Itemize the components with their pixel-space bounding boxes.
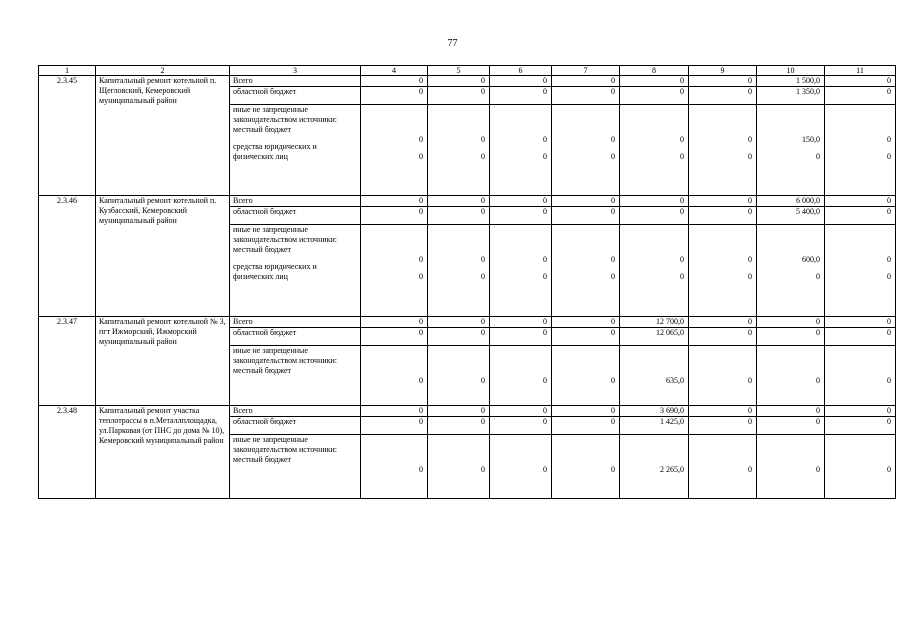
column-number: 5 (428, 66, 490, 76)
column-number: 10 (757, 66, 825, 76)
row-name: Капитальный ремонт котельной № 3, пгт Ижморский, Ижморский муниципальный район (96, 317, 230, 406)
value-cell (361, 105, 428, 196)
value-cell: 0 (689, 417, 757, 435)
row-name: Капитальный ремонт котельной п. Кузбасский, Кемеровский муниципальный район (96, 196, 230, 317)
table-row (39, 196, 896, 207)
value-cell: 0 (428, 328, 490, 346)
legal-entities-value: 0 (543, 272, 547, 281)
row-code: 2.3.48 (39, 406, 96, 499)
value-cell: 0 (552, 207, 620, 225)
source-label-group (230, 346, 361, 406)
value-cell (552, 225, 620, 317)
value-cell: 0 (825, 207, 896, 225)
value-cell: 0 (552, 76, 620, 87)
value-cell: 0 (825, 317, 896, 328)
row-code: 2.3.47 (39, 317, 96, 406)
value-cell: 0 (361, 328, 428, 346)
value-cell (428, 435, 490, 499)
local-budget-value: 0 (419, 465, 423, 474)
legal-entities-label: средства юридических и физических лиц (233, 142, 317, 161)
local-budget-value: 0 (748, 255, 752, 264)
value-cell (490, 105, 552, 196)
source-label-group (230, 435, 361, 499)
value-cell: 0 (620, 76, 689, 87)
value-cell (552, 346, 620, 406)
value-cell (825, 105, 896, 196)
local-budget-value: 0 (680, 255, 684, 264)
local-budget-value: 150,0 (802, 135, 820, 144)
value-cell: 1 350,0 (757, 87, 825, 105)
local-budget-value: 0 (481, 135, 485, 144)
budget-table (38, 65, 896, 499)
row-name: Капитальный ремонт котельной п. Щегловский, Кемеровский муниципальный район (96, 76, 230, 196)
value-cell (490, 225, 552, 317)
value-cell (361, 225, 428, 317)
local-budget-value: 0 (611, 135, 615, 144)
value-cell: 0 (757, 328, 825, 346)
value-cell: 0 (361, 417, 428, 435)
column-number: 3 (230, 66, 361, 76)
value-cell: 0 (490, 207, 552, 225)
value-cell (757, 346, 825, 406)
local-budget-value: 0 (419, 135, 423, 144)
legal-entities-value: 0 (680, 152, 684, 161)
value-cell: 1 500,0 (757, 76, 825, 87)
value-cell: 1 425,0 (620, 417, 689, 435)
value-cell: 0 (825, 417, 896, 435)
legal-entities-value: 0 (748, 272, 752, 281)
value-cell (490, 346, 552, 406)
other-sources-label: иные не запрещенные законодательством источники: (233, 225, 338, 244)
value-cell (490, 435, 552, 499)
value-cell: 0 (757, 406, 825, 417)
table-row (39, 76, 896, 87)
source-label-group (230, 225, 361, 317)
value-cell (757, 105, 825, 196)
value-cell: 0 (620, 87, 689, 105)
local-budget-value: 0 (816, 376, 820, 385)
value-cell: 0 (428, 207, 490, 225)
value-cell (620, 435, 689, 499)
value-cell: 0 (825, 406, 896, 417)
value-cell: 0 (490, 417, 552, 435)
legal-entities-value: 0 (887, 152, 891, 161)
column-number: 8 (620, 66, 689, 76)
value-cell: 0 (428, 317, 490, 328)
value-cell: 0 (552, 417, 620, 435)
local-budget-value: 0 (887, 376, 891, 385)
value-cell: 0 (757, 317, 825, 328)
local-budget-value: 0 (543, 255, 547, 264)
local-budget-label: местный бюджет (233, 125, 291, 134)
local-budget-value: 0 (543, 376, 547, 385)
value-cell (689, 105, 757, 196)
value-cell (620, 105, 689, 196)
row-code: 2.3.46 (39, 196, 96, 317)
source-label: Всего (230, 317, 361, 328)
value-cell (428, 346, 490, 406)
legal-entities-value: 0 (816, 152, 820, 161)
source-label: Всего (230, 196, 361, 207)
value-cell: 0 (428, 87, 490, 105)
value-cell: 0 (552, 87, 620, 105)
value-cell (757, 435, 825, 499)
legal-entities-value: 0 (680, 272, 684, 281)
value-cell (757, 225, 825, 317)
value-cell: 0 (552, 317, 620, 328)
value-cell (825, 435, 896, 499)
value-cell (689, 225, 757, 317)
local-budget-value: 0 (816, 465, 820, 474)
value-cell: 0 (825, 76, 896, 87)
value-cell: 0 (620, 196, 689, 207)
other-sources-label: иные не запрещенные законодательством источники: (233, 346, 338, 365)
source-label: областной бюджет (230, 328, 361, 346)
value-cell (361, 435, 428, 499)
value-cell (620, 225, 689, 317)
value-cell: 0 (361, 406, 428, 417)
source-label: областной бюджет (230, 207, 361, 225)
column-number: 4 (361, 66, 428, 76)
local-budget-value: 0 (748, 465, 752, 474)
legal-entities-value: 0 (481, 272, 485, 281)
source-label: Всего (230, 76, 361, 87)
value-cell: 0 (825, 328, 896, 346)
local-budget-value: 0 (748, 135, 752, 144)
local-budget-label: местный бюджет (233, 245, 291, 254)
column-number: 1 (39, 66, 96, 76)
value-cell (825, 346, 896, 406)
value-cell (428, 105, 490, 196)
value-cell: 0 (428, 406, 490, 417)
value-cell: 0 (552, 196, 620, 207)
value-cell: 0 (361, 207, 428, 225)
value-cell (825, 225, 896, 317)
other-sources-label: иные не запрещенные законодательством источники: (233, 105, 338, 124)
value-cell (428, 225, 490, 317)
value-cell (361, 346, 428, 406)
value-cell: 5 400,0 (757, 207, 825, 225)
value-cell: 0 (361, 317, 428, 328)
table-row (39, 317, 896, 328)
value-cell: 0 (689, 207, 757, 225)
legal-entities-value: 0 (419, 272, 423, 281)
legal-entities-value: 0 (611, 272, 615, 281)
local-budget-value: 0 (887, 465, 891, 474)
source-label: областной бюджет (230, 417, 361, 435)
value-cell: 0 (689, 406, 757, 417)
local-budget-value: 2 265,0 (660, 465, 684, 474)
local-budget-value: 0 (419, 376, 423, 385)
local-budget-value: 0 (481, 376, 485, 385)
local-budget-value: 0 (481, 255, 485, 264)
page-number: 77 (447, 38, 458, 49)
local-budget-value: 0 (543, 135, 547, 144)
value-cell: 0 (428, 196, 490, 207)
legal-entities-label: средства юридических и физических лиц (233, 262, 317, 281)
value-cell: 0 (825, 87, 896, 105)
value-cell: 0 (428, 417, 490, 435)
value-cell: 0 (689, 196, 757, 207)
value-cell (689, 346, 757, 406)
legal-entities-value: 0 (611, 152, 615, 161)
value-cell: 0 (825, 196, 896, 207)
value-cell: 0 (620, 207, 689, 225)
local-budget-value: 0 (543, 465, 547, 474)
value-cell (689, 435, 757, 499)
local-budget-label: местный бюджет (233, 455, 291, 464)
value-cell: 12 065,0 (620, 328, 689, 346)
local-budget-value: 600,0 (802, 255, 820, 264)
column-number: 6 (490, 66, 552, 76)
value-cell: 0 (490, 328, 552, 346)
legal-entities-value: 0 (543, 152, 547, 161)
legal-entities-value: 0 (419, 152, 423, 161)
source-label-group (230, 105, 361, 196)
column-number: 11 (825, 66, 896, 76)
value-cell: 0 (689, 328, 757, 346)
other-sources-label: иные не запрещенные законодательством источники: (233, 435, 338, 454)
local-budget-value: 0 (419, 255, 423, 264)
local-budget-value: 0 (887, 135, 891, 144)
value-cell: 0 (361, 76, 428, 87)
value-cell: 0 (689, 76, 757, 87)
column-number-row (39, 66, 896, 76)
table-row (39, 406, 896, 417)
value-cell: 0 (689, 317, 757, 328)
value-cell: 0 (490, 196, 552, 207)
value-cell: 0 (689, 87, 757, 105)
source-label: Всего (230, 406, 361, 417)
value-cell: 0 (490, 406, 552, 417)
column-number: 2 (96, 66, 230, 76)
value-cell: 0 (490, 76, 552, 87)
value-cell: 0 (757, 417, 825, 435)
local-budget-label: местный бюджет (233, 366, 291, 375)
source-label: областной бюджет (230, 87, 361, 105)
value-cell (552, 105, 620, 196)
value-cell (620, 346, 689, 406)
local-budget-value: 0 (611, 255, 615, 264)
value-cell: 0 (490, 87, 552, 105)
local-budget-value: 0 (887, 255, 891, 264)
legal-entities-value: 0 (816, 272, 820, 281)
legal-entities-value: 0 (748, 152, 752, 161)
local-budget-value: 635,0 (666, 376, 684, 385)
legal-entities-value: 0 (887, 272, 891, 281)
column-number: 7 (552, 66, 620, 76)
local-budget-value: 0 (611, 376, 615, 385)
row-name: Капитальный ремонт участка теплотрассы в п.Металлплощадка, ул.Парковая (от ПНС до дома № 10), Кемеровский муниципальный район (96, 406, 230, 499)
local-budget-value: 0 (611, 465, 615, 474)
value-cell: 6 000,0 (757, 196, 825, 207)
legal-entities-value: 0 (481, 152, 485, 161)
value-cell: 0 (428, 76, 490, 87)
local-budget-value: 0 (748, 376, 752, 385)
value-cell: 0 (490, 317, 552, 328)
value-cell (552, 435, 620, 499)
value-cell: 3 690,0 (620, 406, 689, 417)
local-budget-value: 0 (481, 465, 485, 474)
local-budget-value: 0 (680, 135, 684, 144)
row-code: 2.3.45 (39, 76, 96, 196)
value-cell: 12 700,0 (620, 317, 689, 328)
value-cell: 0 (361, 87, 428, 105)
value-cell: 0 (552, 328, 620, 346)
column-number: 9 (689, 66, 757, 76)
value-cell: 0 (552, 406, 620, 417)
value-cell: 0 (361, 196, 428, 207)
